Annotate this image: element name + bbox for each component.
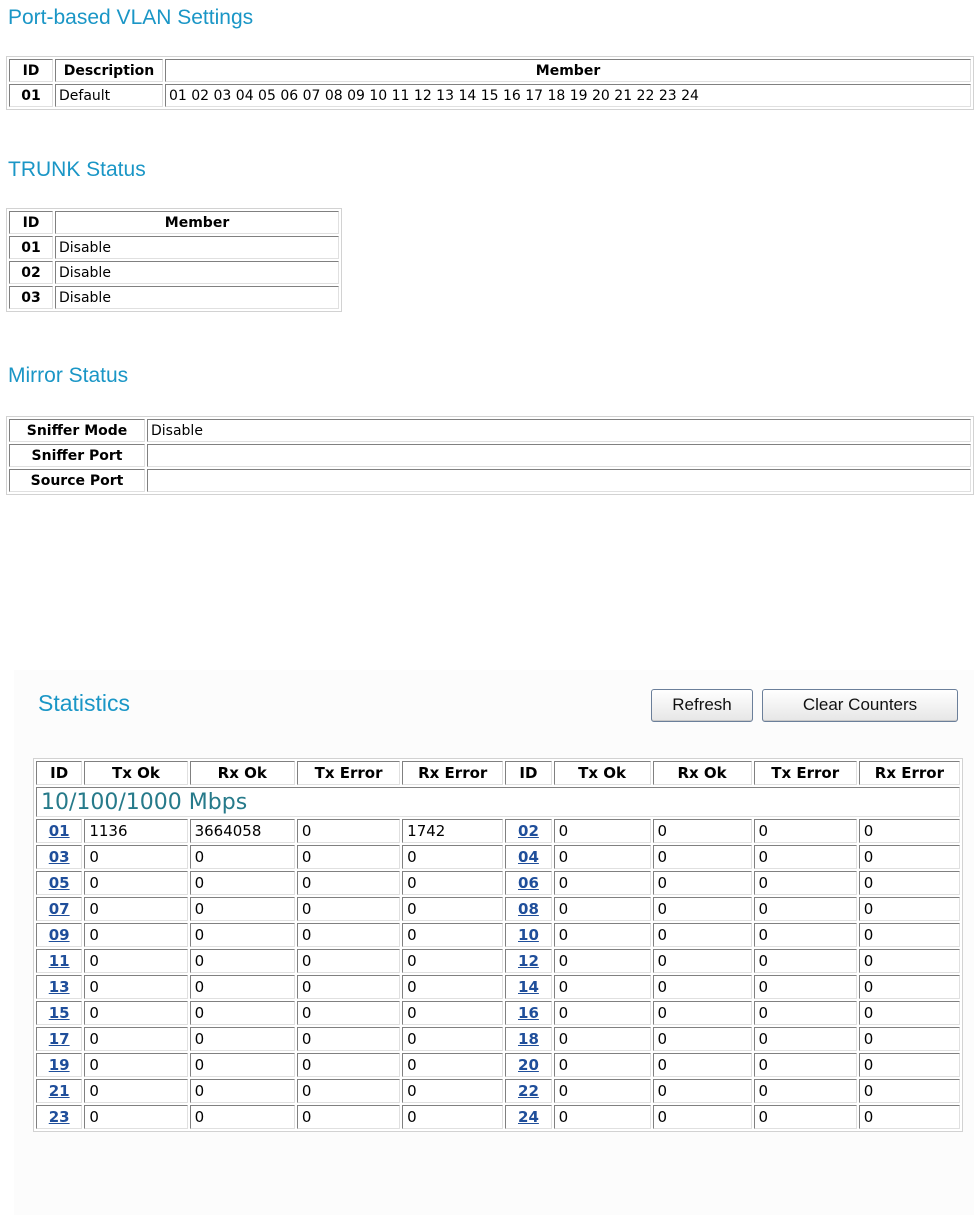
speed-row [36, 787, 960, 817]
stats-row [36, 949, 960, 973]
trunk-header-row [9, 211, 339, 234]
port-link[interactable]: 22 [518, 1082, 539, 1100]
tx-error-value: 0 [297, 975, 400, 999]
header-tx-error: Tx Error [754, 761, 857, 785]
header-rx-ok: Rx Ok [653, 761, 752, 785]
stats-row [36, 1105, 960, 1129]
tx-error-value: 0 [754, 1079, 857, 1103]
rx-ok-value: 3664058 [190, 819, 295, 843]
rx-error-value: 0 [859, 1105, 960, 1129]
port-link[interactable]: 23 [48, 1108, 70, 1126]
tx-error-value: 0 [297, 1079, 400, 1103]
port-link[interactable]: 21 [48, 1082, 70, 1100]
tx-error-value: 0 [297, 1001, 400, 1025]
stats-row [36, 819, 960, 843]
stats-row [36, 975, 960, 999]
vlan-row [9, 84, 971, 107]
rx-error-value: 0 [402, 975, 503, 999]
tx-error-value: 0 [754, 1001, 857, 1025]
port-link[interactable]: 10 [518, 926, 539, 944]
port-link[interactable]: 13 [48, 978, 70, 996]
mirror-row [9, 444, 971, 467]
tx-error-value: 0 [754, 975, 857, 999]
rx-ok-value: 0 [653, 1105, 752, 1129]
mirror-value-sniffer-port [147, 444, 971, 467]
port-link[interactable]: 02 [518, 822, 539, 840]
rx-ok-value: 0 [653, 897, 752, 921]
tx-error-value: 0 [754, 1105, 857, 1129]
rx-ok-value: 0 [190, 923, 295, 947]
port-id-cell [36, 949, 82, 973]
header-tx-ok: Tx Ok [554, 761, 651, 785]
tx-ok-value: 0 [554, 845, 651, 869]
rx-error-value: 0 [402, 1079, 503, 1103]
vlan-description: Default [55, 84, 163, 107]
port-id-cell [505, 845, 551, 869]
rx-error-value: 1742 [402, 819, 503, 843]
tx-error-value: 0 [754, 871, 857, 895]
tx-ok-value: 0 [84, 949, 187, 973]
port-link[interactable]: 16 [518, 1004, 539, 1022]
tx-ok-value: 0 [554, 1105, 651, 1129]
port-id-cell [36, 1079, 82, 1103]
tx-error-value: 0 [297, 871, 400, 895]
tx-error-value: 0 [297, 897, 400, 921]
port-link[interactable]: 03 [48, 848, 70, 866]
rx-error-value: 0 [402, 1053, 503, 1077]
rx-ok-value: 0 [653, 949, 752, 973]
port-id-cell [36, 1001, 82, 1025]
tx-ok-value: 0 [84, 1053, 187, 1077]
tx-error-value: 0 [754, 923, 857, 947]
header-tx-ok: Tx Ok [84, 761, 187, 785]
rx-ok-value: 0 [653, 819, 752, 843]
rx-ok-value: 0 [653, 871, 752, 895]
tx-ok-value: 0 [84, 1001, 187, 1025]
tx-ok-value: 0 [84, 871, 187, 895]
rx-ok-value: 0 [190, 1079, 295, 1103]
trunk-section-title: TRUNK Status [8, 158, 146, 181]
rx-error-value: 0 [859, 845, 960, 869]
tx-error-value: 0 [297, 923, 400, 947]
port-id-cell [36, 897, 82, 921]
tx-ok-value: 0 [84, 1079, 187, 1103]
port-link[interactable]: 07 [48, 900, 70, 918]
vlan-section-title: Port-based VLAN Settings [8, 6, 254, 29]
rx-error-value: 0 [402, 1105, 503, 1129]
mirror-value-source-port [147, 469, 971, 492]
trunk-id: 01 [9, 236, 53, 259]
vlan-header-member: Member [165, 59, 971, 82]
trunk-header-member: Member [55, 211, 339, 234]
rx-ok-value: 0 [190, 975, 295, 999]
rx-ok-value: 0 [190, 1105, 295, 1129]
port-id-cell [36, 819, 82, 843]
trunk-table [6, 208, 342, 312]
rx-ok-value: 0 [653, 1001, 752, 1025]
port-link[interactable]: 01 [48, 822, 70, 840]
mirror-label-sniffer-mode: Sniffer Mode [9, 419, 145, 442]
port-link[interactable]: 04 [518, 848, 539, 866]
port-id-cell [505, 1053, 551, 1077]
tx-ok-value: 0 [554, 1027, 651, 1051]
rx-ok-value: 0 [653, 1079, 752, 1103]
port-id-cell [505, 871, 551, 895]
tx-ok-value: 0 [554, 871, 651, 895]
stats-row [36, 1053, 960, 1077]
tx-error-value: 0 [754, 1027, 857, 1051]
port-link[interactable]: 24 [518, 1108, 539, 1126]
tx-error-value: 0 [297, 1105, 400, 1129]
rx-error-value: 0 [402, 1027, 503, 1051]
stats-row [36, 1079, 960, 1103]
rx-ok-value: 0 [190, 949, 295, 973]
rx-ok-value: 0 [653, 975, 752, 999]
port-id-cell [36, 871, 82, 895]
stats-row [36, 897, 960, 921]
trunk-member: Disable [55, 236, 339, 259]
tx-ok-value: 0 [84, 1105, 187, 1129]
rx-error-value: 0 [859, 1079, 960, 1103]
tx-ok-value: 0 [554, 1053, 651, 1077]
port-id-cell [505, 949, 551, 973]
tx-ok-value: 0 [554, 975, 651, 999]
mirror-row [9, 469, 971, 492]
tx-ok-value: 0 [84, 923, 187, 947]
rx-ok-value: 0 [653, 845, 752, 869]
port-link[interactable]: 18 [518, 1030, 539, 1048]
port-id-cell [36, 975, 82, 999]
header-rx-error: Rx Error [859, 761, 960, 785]
tx-error-value: 0 [754, 949, 857, 973]
stats-row [36, 923, 960, 947]
port-link[interactable]: 20 [518, 1056, 539, 1074]
port-link[interactable]: 15 [48, 1004, 70, 1022]
port-id-cell [505, 819, 551, 843]
port-id-cell [36, 845, 82, 869]
mirror-label-sniffer-port: Sniffer Port [9, 444, 145, 467]
tx-error-value: 0 [297, 1027, 400, 1051]
tx-ok-value: 0 [84, 845, 187, 869]
port-id-cell [505, 1027, 551, 1051]
tx-ok-value: 1136 [84, 819, 187, 843]
tx-error-value: 0 [754, 897, 857, 921]
trunk-header-id: ID [9, 211, 53, 234]
mirror-section-title: Mirror Status [8, 364, 129, 387]
tx-error-value: 0 [754, 1053, 857, 1077]
tx-ok-value: 0 [554, 923, 651, 947]
rx-error-value: 0 [859, 819, 960, 843]
port-link[interactable]: 11 [48, 952, 70, 970]
tx-ok-value: 0 [554, 1001, 651, 1025]
rx-error-value: 0 [859, 1053, 960, 1077]
mirror-table [6, 416, 974, 495]
port-id-cell [505, 1001, 551, 1025]
vlan-table [6, 56, 974, 110]
rx-ok-value: 0 [653, 1053, 752, 1077]
speed-label: 10/100/1000 Mbps [36, 787, 960, 817]
header-rx-ok: Rx Ok [190, 761, 295, 785]
port-link[interactable]: 05 [48, 874, 70, 892]
port-link[interactable]: 19 [48, 1056, 70, 1074]
header-rx-error: Rx Error [402, 761, 503, 785]
port-link[interactable]: 12 [518, 952, 539, 970]
port-id-cell [505, 975, 551, 999]
port-id-cell [36, 1105, 82, 1129]
header-tx-error: Tx Error [297, 761, 400, 785]
rx-ok-value: 0 [190, 1027, 295, 1051]
vlan-header-row [9, 59, 971, 82]
tx-ok-value: 0 [554, 1079, 651, 1103]
rx-error-value: 0 [859, 871, 960, 895]
rx-error-value: 0 [859, 1001, 960, 1025]
tx-ok-value: 0 [84, 975, 187, 999]
rx-error-value: 0 [859, 975, 960, 999]
mirror-value-sniffer-mode: Disable [147, 419, 971, 442]
tx-error-value: 0 [754, 819, 857, 843]
tx-ok-value: 0 [554, 897, 651, 921]
port-link[interactable]: 17 [48, 1030, 70, 1048]
rx-ok-value: 0 [653, 1027, 752, 1051]
rx-ok-value: 0 [190, 1053, 295, 1077]
statistics-table [33, 758, 963, 1132]
port-id-cell [505, 1079, 551, 1103]
trunk-row [9, 261, 339, 284]
rx-error-value: 0 [859, 1027, 960, 1051]
port-link[interactable]: 06 [518, 874, 539, 892]
tx-ok-value: 0 [554, 819, 651, 843]
trunk-row [9, 236, 339, 259]
trunk-id: 03 [9, 286, 53, 309]
rx-ok-value: 0 [190, 845, 295, 869]
mirror-label-source-port: Source Port [9, 469, 145, 492]
tx-ok-value: 0 [84, 897, 187, 921]
rx-error-value: 0 [402, 949, 503, 973]
vlan-member: 01 02 03 04 05 06 07 08 09 10 11 12 13 14 15 16 17 18 19 20 21 22 23 24 [165, 84, 971, 107]
stats-row [36, 845, 960, 869]
tx-error-value: 0 [297, 819, 400, 843]
tx-error-value: 0 [297, 949, 400, 973]
clear-counters-button[interactable]: Clear Counters [762, 689, 958, 722]
header-id: ID [36, 761, 82, 785]
rx-error-value: 0 [402, 1001, 503, 1025]
port-link[interactable]: 14 [518, 978, 539, 996]
mirror-row [9, 419, 971, 442]
rx-error-value: 0 [402, 923, 503, 947]
vlan-header-description: Description [55, 59, 163, 82]
port-id-cell [36, 1053, 82, 1077]
rx-error-value: 0 [859, 949, 960, 973]
stats-row [36, 871, 960, 895]
tx-error-value: 0 [297, 845, 400, 869]
port-id-cell [505, 923, 551, 947]
port-id-cell [36, 1027, 82, 1051]
vlan-header-id: ID [9, 59, 53, 82]
tx-error-value: 0 [297, 1053, 400, 1077]
trunk-member: Disable [55, 286, 339, 309]
tx-ok-value: 0 [554, 949, 651, 973]
rx-error-value: 0 [859, 897, 960, 921]
port-link[interactable]: 08 [518, 900, 539, 918]
rx-error-value: 0 [402, 845, 503, 869]
rx-ok-value: 0 [190, 1001, 295, 1025]
tx-ok-value: 0 [84, 1027, 187, 1051]
rx-ok-value: 0 [190, 897, 295, 921]
statistics-header-row [36, 761, 960, 785]
rx-error-value: 0 [402, 897, 503, 921]
stats-row [36, 1027, 960, 1051]
statistics-title: Statistics [38, 690, 131, 716]
rx-error-value: 0 [859, 923, 960, 947]
port-id-cell [505, 897, 551, 921]
header-id: ID [505, 761, 551, 785]
trunk-row [9, 286, 339, 309]
tx-error-value: 0 [754, 845, 857, 869]
trunk-member: Disable [55, 261, 339, 284]
refresh-button[interactable]: Refresh [651, 689, 753, 722]
rx-error-value: 0 [402, 871, 503, 895]
stats-row [36, 1001, 960, 1025]
rx-ok-value: 0 [653, 923, 752, 947]
port-link[interactable]: 09 [48, 926, 70, 944]
vlan-id: 01 [9, 84, 53, 107]
trunk-id: 02 [9, 261, 53, 284]
rx-ok-value: 0 [190, 871, 295, 895]
port-id-cell [505, 1105, 551, 1129]
port-id-cell [36, 923, 82, 947]
